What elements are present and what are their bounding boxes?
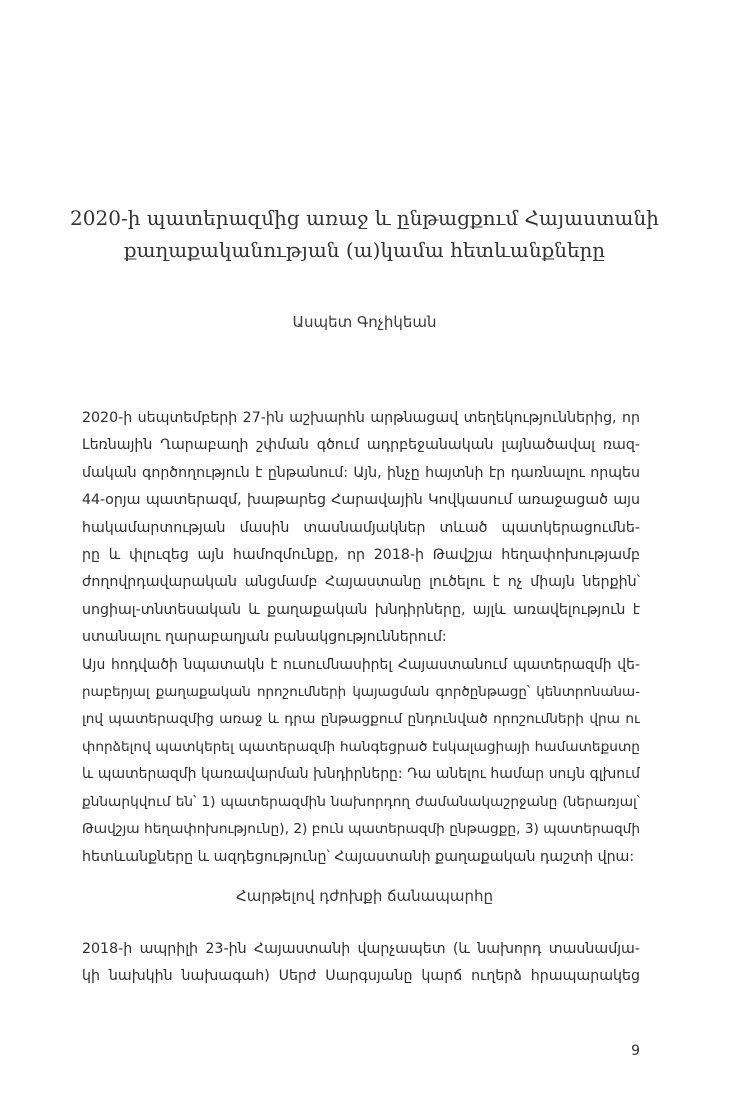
text-line: կի նախկին նախագահ) Սերժ Սարգսյանը կարճ ուղերձ հրապարակեց bbox=[82, 968, 640, 985]
section-paragraph bbox=[82, 936, 640, 991]
text-line: լով պատերազմից առաջ և դրա ընթացքում ընդունված որոշումների վրա ու bbox=[82, 711, 640, 728]
text-line: Թավշյա հեղափոխությունը), 2) բուն պատերազմի ընթացքը, 3) պատերազմի bbox=[82, 821, 640, 838]
chapter-title bbox=[60, 202, 669, 266]
text-line: փորձելով պատկերել պատերազմի հանգեցրած էսկալացիայի համատեքստը bbox=[82, 738, 640, 755]
text-line: սոցիալ-տնտեսական և քաղաքական խնդիրները, այլև առավելություն է bbox=[82, 601, 640, 618]
section-heading: Հարթելով դժոխքի ճանապարհը bbox=[235, 887, 494, 905]
author-name: Ասպետ Գոչիկեան bbox=[292, 313, 437, 331]
text-line: ժողովրդավարական անցմամբ Հայաստանը լուծելու է ոչ միայն ներքին՝ bbox=[82, 574, 640, 591]
chapter-title-line-1: 2020-ի պատերազմից առաջ և ընթացքում Հայաստանի bbox=[70, 206, 659, 230]
text-line: րաբերյալ քաղաքական որոշումների կայացման գործընթացը՝ կենտրոնանա- bbox=[82, 685, 640, 701]
text-line: քննարկվում են՝ 1) պատերազմին նախորդող ժամանակաշրջանը (ներառյալ՝ bbox=[82, 793, 640, 810]
text-line: ստանալու ղարաբաղյան բանակցություններում: bbox=[82, 629, 447, 646]
text-line: րը և փլուզեց այն համոզմունքը, որ 2018-ի Թավշյա հեղափոխությամբ bbox=[82, 547, 640, 564]
text-line: մական գործողություն է ընթանում: Այն, ինչը հայտնի էր դառնալու որպես bbox=[82, 464, 640, 481]
intro-paragraphs bbox=[82, 405, 640, 871]
text-line: հետևանքները և ազդեցությունը՝ Հայաստանի քաղաքական դաշտի վրա: bbox=[82, 848, 635, 865]
chapter-title-line-2: քաղաքականության (ա)կամա հետևանքները bbox=[123, 238, 606, 262]
text-line: Այս հոդվածի նպատակն է ուսումնասիրել Հայաստանում պատերազմի վե- bbox=[82, 656, 640, 673]
text-line: 2018-ի ապրիլի 23-ին Հայաստանի վարչապետ (և նախորդ տասնամյա- bbox=[82, 941, 640, 957]
text-line: հակամարտության մասին տասնամյակներ տևած պատկերացումնե- bbox=[82, 519, 640, 536]
text-line: 2020-ի սեպտեմբերի 27-ին աշխարհն արթնացավ տեղեկություններից, որ bbox=[82, 410, 640, 426]
page-number: 9 bbox=[631, 1043, 640, 1059]
text-line: 44-օրյա պատերազմ, խաթարեց Հարավային Կովկասում առաջացած այս bbox=[82, 492, 640, 509]
text-line: և պատերազմի կառավարման խնդիրները: Դա անելու համար սույն գլխում bbox=[82, 766, 640, 783]
text-line: Լեռնային Ղարաբաղի շփման գծում ադրբեջանական լայնածավալ ռազ- bbox=[82, 437, 640, 454]
